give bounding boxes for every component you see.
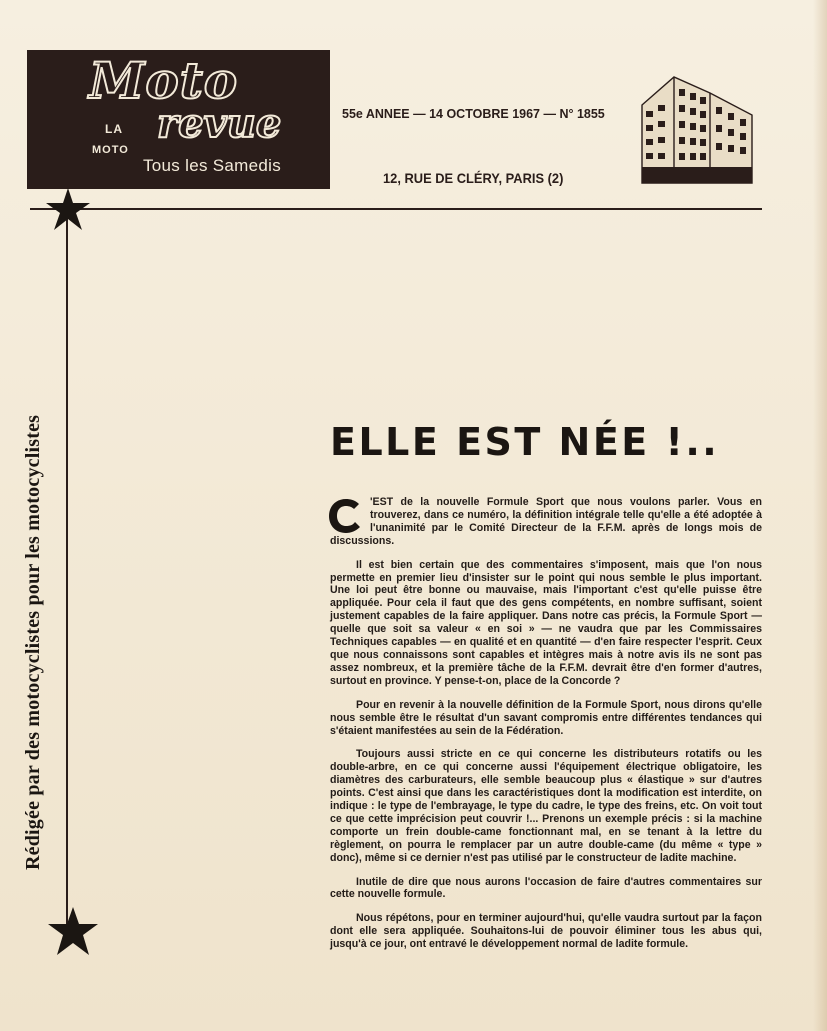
building-illustration-icon xyxy=(634,75,758,185)
logo-moto: Moto xyxy=(89,51,239,110)
vertical-rule xyxy=(66,212,68,936)
article-headline: ELLE EST NÉE !.. xyxy=(330,420,720,464)
paragraph: Toujours aussi stricte en ce qui concerne les distributeurs rotatifs ou les double-arbre, en ce qui concerne aussi l'équipement électrique obligatoire, les diamètres des carburateurs, elle semble beaucoup plus « élastique » sur d'autres points. C'est ainsi que dans les caractéristiques dont la modification est interdite, on indique : le type de l'embrayage, le type du cadre, le type des freins, etc. On voit tout ce que cette imprécision peut couvrir !... Prenons un exemple précis : si la machine comporte un frein double-came fonctionnant mal, en se tenant à la lettre du règlement, on pourra le remplacer par un autre double-came (du même « type » donc), même si ce dernier n'est pas utilisé par le constructeur de ladite machine. xyxy=(330,748,762,864)
issue-line: 55e ANNEE — 14 OCTOBRE 1967 — N° 1855 xyxy=(342,107,605,121)
paragraph: Inutile de dire que nous aurons l'occasion de faire d'autres commentaires sur cette nouvelle formule. xyxy=(330,875,762,901)
masthead-logo-block xyxy=(27,50,330,189)
paragraph: Il est bien certain que des commentaires s'imposent, mais que l'on nous permette en premier lieu d'insister sur le point qui nous semble le plus important. Une loi peut être bonne ou mauvaise, mais l'important c'est qu'elle puisse être appliquée. Pour cela il faut que des gens compétents, en nombre suffisant, soient justement capables de la faire appliquer. Dans notre cas précis, la Formule Sport — quelle que soit sa valeur « en soi » — ne vaudra que par les Commissaires Techniques capables — en qualité et en quantité — d'en faire respecter l'esprit. Ceux que nous connaissons sont capables et intègres mais à notre avis ils ne sont pas assez nombreux, et la première tâche de la F.F.M. devrait être d'en former d'autres, surtout en province. Y pense-t-on, place de la Concorde ? xyxy=(330,558,762,687)
paragraph: Pour en revenir à la nouvelle définition de la Formule Sport, nous dirons qu'elle nous semble être le résultat d'un savant compromis entre différentes tendances qui s'étaient manifestées au sein de la Fédération. xyxy=(330,698,762,737)
paragraph-text: 'EST de la nouvelle Formule Sport que nous voulons parler. Vous en trouverez, dans ce numéro, la définition intégrale telle qu'elle a été adoptée à l'unanimité par le Comité Directeur de la F.F.M. après de longs mois de discussions. xyxy=(330,496,762,547)
article-body xyxy=(330,496,762,962)
masthead-tagline: Tous les Samedis xyxy=(143,156,282,175)
star-icon xyxy=(45,188,91,230)
logo-la: LA xyxy=(105,122,123,136)
publisher-address: 12, RUE DE CLÉRY, PARIS (2) xyxy=(383,170,564,186)
drop-cap-c-icon xyxy=(328,498,364,534)
paragraph: Nous répétons, pour en terminer aujourd'hui, qu'elle vaudra surtout par la façon dont elle sera appliquée. Souhaitons-lui de pouvoir éliminer tous les abus qui, jusqu'à ce jour, ont entravé le développement normal de ladite formule. xyxy=(330,912,762,951)
star-icon xyxy=(47,907,99,955)
paper-edge-shadow xyxy=(813,0,827,1031)
paragraph xyxy=(330,496,762,548)
side-slogan: Rédigée par des motocyclistes pour les motocyclistes xyxy=(22,414,44,870)
logo-moto-small: MOTO xyxy=(92,144,129,156)
horizontal-rule xyxy=(30,208,762,210)
logo-revue: revue xyxy=(157,100,282,147)
